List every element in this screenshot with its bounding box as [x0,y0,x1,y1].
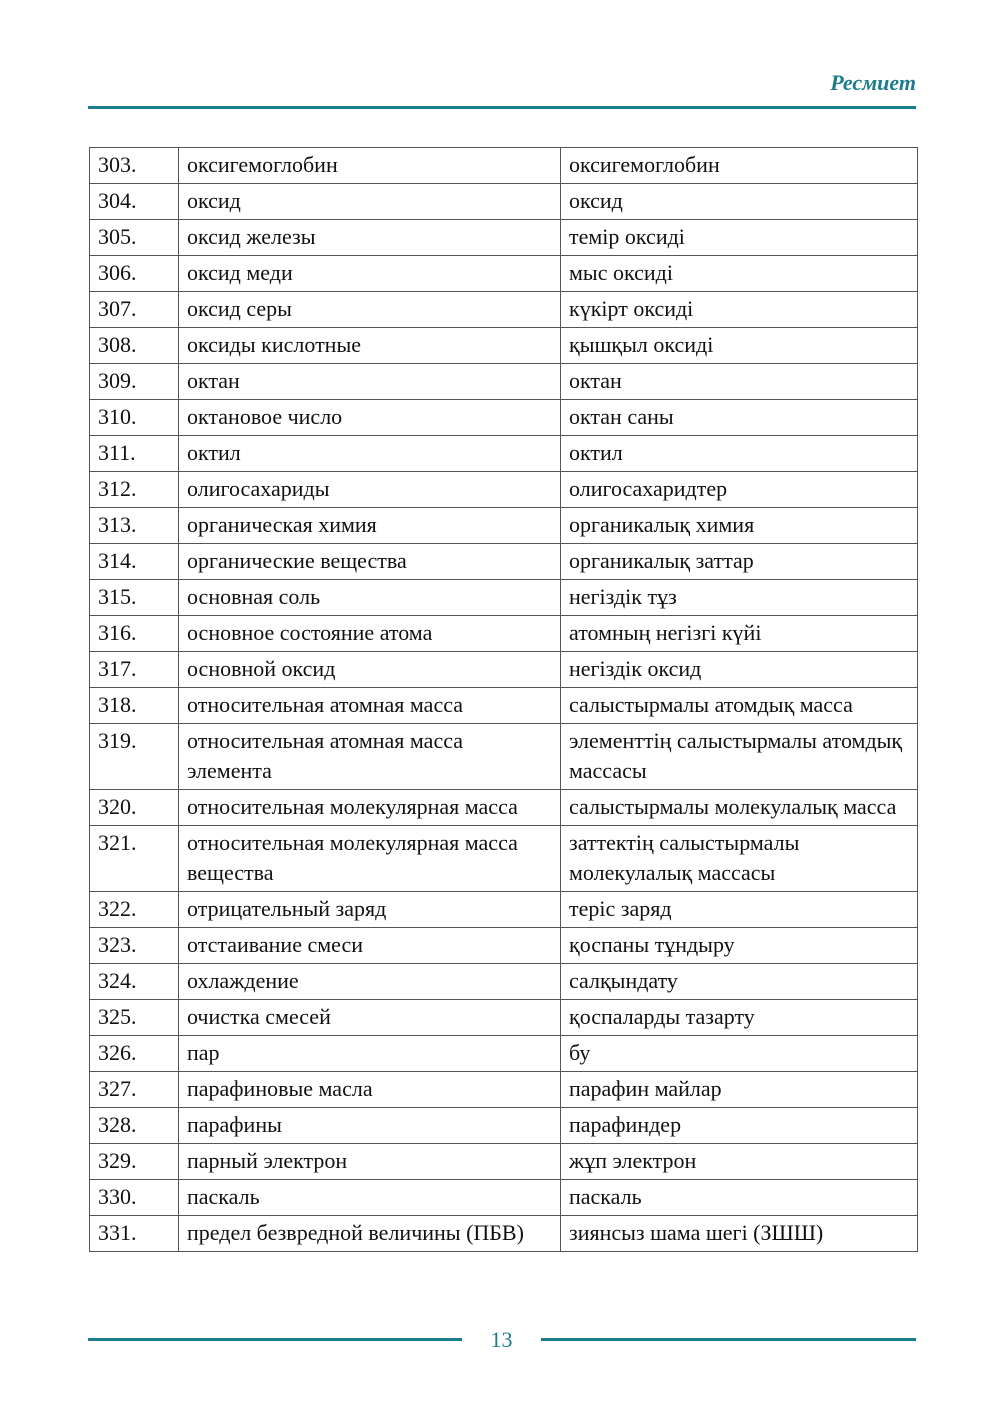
table-row [90,892,918,928]
term-russian: охлаждение [179,964,561,1000]
term-russian: относительная молекулярная масса вещества [179,826,561,892]
row-number: 324. [90,964,179,1000]
term-kazakh: негіздік тұз [561,580,918,616]
term-russian: очистка смесей [179,1000,561,1036]
term-russian: октановое число [179,400,561,436]
term-kazakh: қоспаны тұндыру [561,928,918,964]
table-row [90,436,918,472]
row-number: 305. [90,220,179,256]
term-kazakh: олигосахаридтер [561,472,918,508]
term-russian: основной оксид [179,652,561,688]
term-kazakh: жұп электрон [561,1144,918,1180]
term-kazakh: заттектің салыстырмалы молекулалық массасы [561,826,918,892]
term-russian: оксигемоглобин [179,148,561,184]
row-number: 303. [90,148,179,184]
table-row [90,790,918,826]
table-row [90,688,918,724]
term-kazakh: органикалық химия [561,508,918,544]
table-row [90,148,918,184]
table-row [90,724,918,790]
term-kazakh: салыстырмалы молекулалық масса [561,790,918,826]
term-russian: олигосахариды [179,472,561,508]
table-row [90,328,918,364]
term-kazakh: атомның негізгі күйі [561,616,918,652]
row-number: 323. [90,928,179,964]
footer-divider-right [541,1338,916,1341]
row-number: 315. [90,580,179,616]
row-number: 306. [90,256,179,292]
table-row [90,1216,918,1252]
table-row [90,1072,918,1108]
row-number: 310. [90,400,179,436]
page-number: 13 [490,1327,513,1352]
term-russian: парафиновые масла [179,1072,561,1108]
row-number: 327. [90,1072,179,1108]
term-kazakh: органикалық заттар [561,544,918,580]
table-row [90,580,918,616]
term-kazakh: салқындату [561,964,918,1000]
term-russian: парный электрон [179,1144,561,1180]
row-number: 312. [90,472,179,508]
row-number: 320. [90,790,179,826]
row-number: 317. [90,652,179,688]
row-number: 322. [90,892,179,928]
row-number: 309. [90,364,179,400]
term-kazakh: зиянсыз шама шегі (ЗШШ) [561,1216,918,1252]
term-russian: октан [179,364,561,400]
term-kazakh: оксид [561,184,918,220]
row-number: 325. [90,1000,179,1036]
term-russian: основное состояние атома [179,616,561,652]
term-kazakh: паскаль [561,1180,918,1216]
table-row [90,964,918,1000]
term-kazakh: парафиндер [561,1108,918,1144]
table-row [90,1036,918,1072]
row-number: 304. [90,184,179,220]
term-russian: основная соль [179,580,561,616]
row-number: 313. [90,508,179,544]
table-row [90,652,918,688]
header-divider [88,106,916,109]
term-russian: отрицательный заряд [179,892,561,928]
table-row [90,544,918,580]
term-russian: оксид серы [179,292,561,328]
term-kazakh: элементтің салыстырмалы атомдық массасы [561,724,918,790]
row-number: 326. [90,1036,179,1072]
term-kazakh: қышқыл оксиді [561,328,918,364]
row-number: 329. [90,1144,179,1180]
row-number: 308. [90,328,179,364]
term-russian: оксид меди [179,256,561,292]
row-number: 319. [90,724,179,790]
table-row [90,616,918,652]
term-russian: оксид [179,184,561,220]
glossary-table-body [90,148,918,1252]
term-kazakh: октан саны [561,400,918,436]
row-number: 311. [90,436,179,472]
row-number: 331. [90,1216,179,1252]
term-russian: пар [179,1036,561,1072]
row-number: 314. [90,544,179,580]
term-kazakh: салыстырмалы атомдық масса [561,688,918,724]
term-russian: оксиды кислотные [179,328,561,364]
table-row [90,400,918,436]
term-kazakh: мыс оксиді [561,256,918,292]
row-number: 318. [90,688,179,724]
term-russian: оксид железы [179,220,561,256]
table-row [90,220,918,256]
term-russian: относительная атомная масса элемента [179,724,561,790]
table-row [90,928,918,964]
term-kazakh: бу [561,1036,918,1072]
term-russian: относительная молекулярная масса [179,790,561,826]
footer-divider-left [88,1338,462,1341]
table-row [90,256,918,292]
term-russian: органическая химия [179,508,561,544]
term-kazakh: оксигемоглобин [561,148,918,184]
term-kazakh: негіздік оксид [561,652,918,688]
term-kazakh: темір оксиді [561,220,918,256]
table-row [90,1144,918,1180]
table-row [90,508,918,544]
term-kazakh: қоспаларды тазарту [561,1000,918,1036]
table-row [90,826,918,892]
row-number: 316. [90,616,179,652]
term-kazakh: күкірт оксиді [561,292,918,328]
table-row [90,292,918,328]
term-russian: паскаль [179,1180,561,1216]
term-russian: отстаивание смеси [179,928,561,964]
term-kazakh: парафин майлар [561,1072,918,1108]
row-number: 307. [90,292,179,328]
row-number: 321. [90,826,179,892]
term-russian: относительная атомная масса [179,688,561,724]
term-kazakh: октан [561,364,918,400]
row-number: 330. [90,1180,179,1216]
table-row [90,1180,918,1216]
term-kazakh: октил [561,436,918,472]
term-russian: парафины [179,1108,561,1144]
table-row [90,184,918,220]
table-row [90,1108,918,1144]
table-row [90,1000,918,1036]
term-russian: предел безвредной величины (ПБВ) [179,1216,561,1252]
glossary-table [89,147,918,1252]
term-russian: органические вещества [179,544,561,580]
table-row [90,472,918,508]
row-number: 328. [90,1108,179,1144]
section-title: Ресмиет [830,70,916,95]
table-row [90,364,918,400]
term-kazakh: теріс заряд [561,892,918,928]
term-russian: октил [179,436,561,472]
